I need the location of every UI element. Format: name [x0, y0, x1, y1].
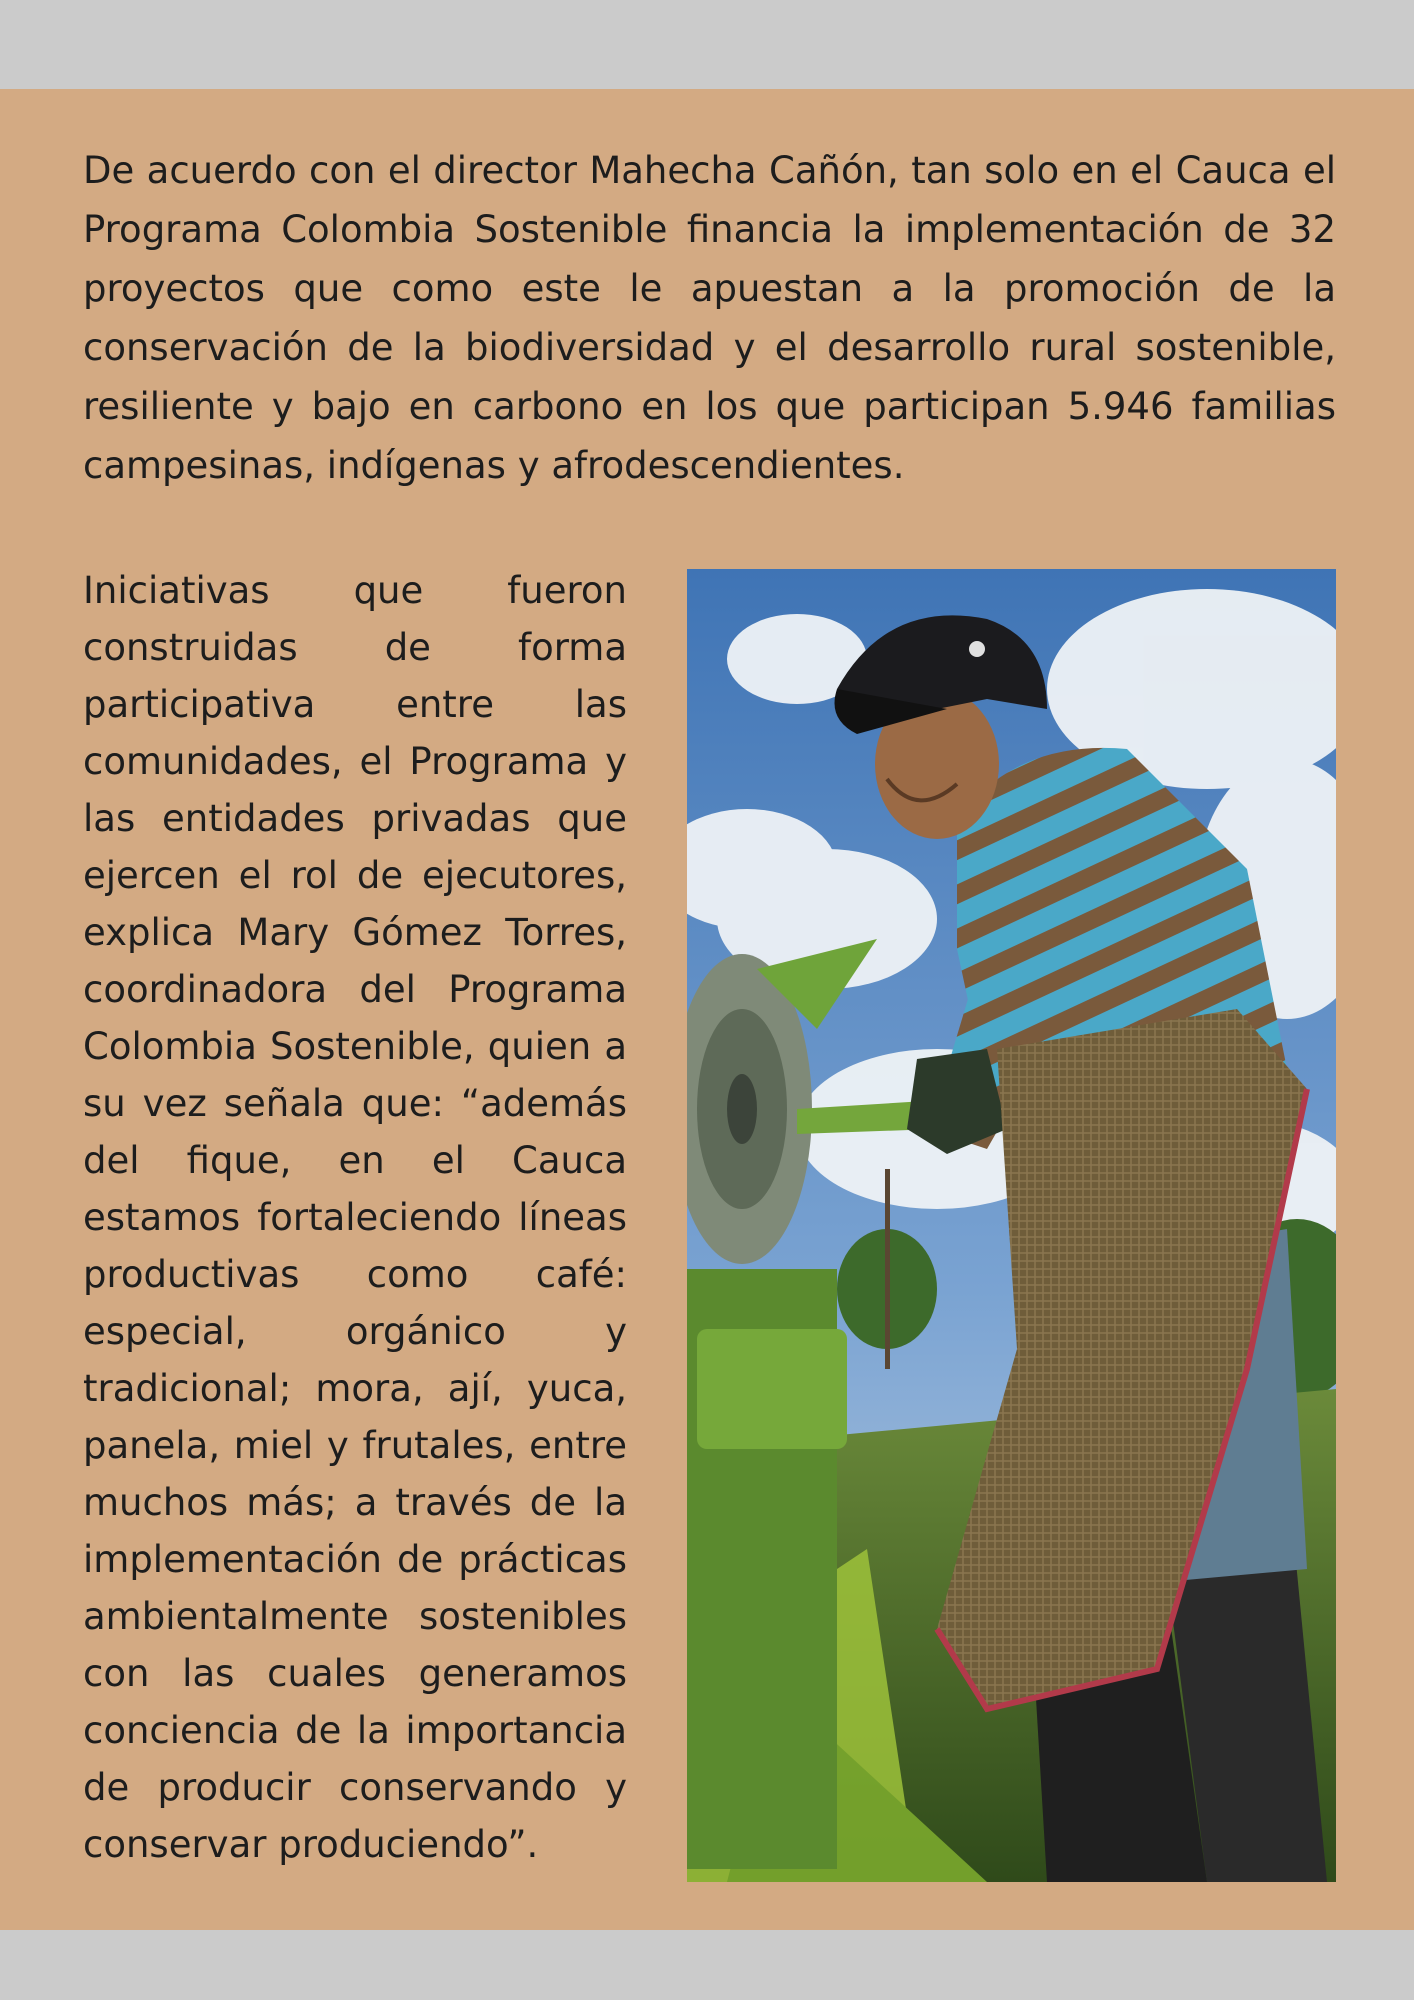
document-page — [0, 89, 1414, 1930]
quote-paragraph: Iniciativas que fueron construidas de forma participativa entre las comunidades, el Programa y las entidades privadas que ejercen el rol de ejecutores, explica Mary Gómez Torres, coordinadora del Programa Colombia Sostenible, quien a su vez señala que: “además del fique, en el Cauca estamos fortaleciendo líneas productivas como café: especial, orgánico y tradicional; mora, ají, yuca, panela, miel y frutales, entre muchos más; a través de la implementación de prácticas ambientalmente sostenibles con las cuales generamos conciencia de la importancia de producir conservando y conservar produciendo”. — [83, 569, 627, 1866]
farmer-photo — [687, 569, 1336, 1882]
intro-paragraph: De acuerdo con el director Mahecha Cañón, tan solo en el Cauca el Programa Colombia Sostenible financia la implementación de 32 proyectos que como este le apuestan a la promoción de la conservación de la biodiversidad y el desarrollo rural sostenible, resiliente y bajo en carbono en los que participan 5.946 familias campesinas, indígenas y afrodescendientes. — [83, 149, 1336, 487]
